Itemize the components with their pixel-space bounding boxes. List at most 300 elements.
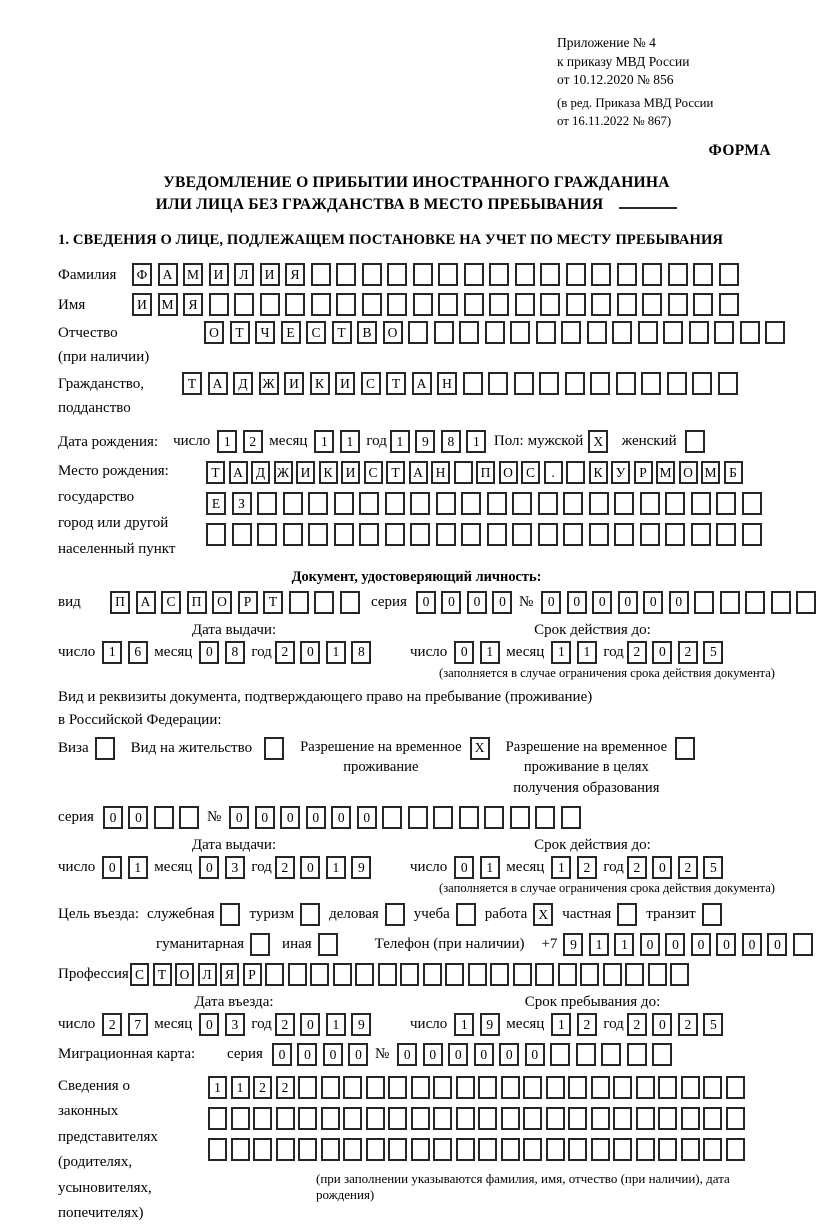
char-cell[interactable]: 0 <box>467 591 487 614</box>
char-cell[interactable] <box>670 963 689 986</box>
char-cell[interactable] <box>563 492 583 515</box>
char-cell[interactable]: О <box>212 591 232 614</box>
char-cell[interactable] <box>648 963 667 986</box>
char-cell[interactable]: 0 <box>454 641 474 664</box>
purpose-private-checkbox[interactable] <box>617 903 637 926</box>
char-cell[interactable]: М <box>656 461 675 484</box>
char-cell[interactable] <box>568 1107 587 1130</box>
purpose-transit-checkbox[interactable] <box>702 903 722 926</box>
char-cell[interactable] <box>612 321 632 344</box>
purpose-work-checkbox[interactable]: X <box>533 903 553 926</box>
char-cell[interactable] <box>260 293 280 316</box>
char-cell[interactable] <box>276 1138 295 1161</box>
char-cell[interactable]: К <box>319 461 338 484</box>
char-cell[interactable] <box>454 461 473 484</box>
char-cell[interactable]: 1 <box>326 1013 346 1036</box>
char-cell[interactable] <box>456 1138 475 1161</box>
char-cell[interactable]: Р <box>238 591 258 614</box>
char-cell[interactable] <box>681 1107 700 1130</box>
char-cell[interactable] <box>485 321 505 344</box>
char-cell[interactable] <box>663 321 683 344</box>
char-cell[interactable]: 0 <box>229 806 249 829</box>
char-cell[interactable] <box>408 321 428 344</box>
char-cell[interactable]: 2 <box>577 1013 597 1036</box>
char-cell[interactable] <box>385 492 405 515</box>
char-cell[interactable]: 0 <box>128 806 148 829</box>
char-cell[interactable]: 0 <box>454 856 474 879</box>
char-cell[interactable] <box>652 1043 672 1066</box>
char-cell[interactable]: 0 <box>423 1043 443 1066</box>
char-cell[interactable] <box>231 1107 250 1130</box>
char-cell[interactable] <box>387 263 407 286</box>
char-cell[interactable]: Т <box>263 591 283 614</box>
char-cell[interactable]: К <box>310 372 330 395</box>
char-cell[interactable] <box>716 523 736 546</box>
char-cell[interactable]: 0 <box>592 591 612 614</box>
char-cell[interactable]: 2 <box>577 856 597 879</box>
char-cell[interactable]: 2 <box>275 1013 295 1036</box>
char-cell[interactable] <box>636 1138 655 1161</box>
char-cell[interactable] <box>550 1043 570 1066</box>
char-cell[interactable]: 0 <box>102 856 122 879</box>
char-cell[interactable] <box>668 293 688 316</box>
char-cell[interactable] <box>603 963 622 986</box>
char-cell[interactable] <box>591 263 611 286</box>
char-cell[interactable] <box>513 963 532 986</box>
char-cell[interactable]: 0 <box>640 933 660 956</box>
char-cell[interactable] <box>658 1138 677 1161</box>
char-cell[interactable] <box>512 492 532 515</box>
char-cell[interactable]: 9 <box>480 1013 500 1036</box>
char-cell[interactable]: 0 <box>665 933 685 956</box>
char-cell[interactable]: 1 <box>589 933 609 956</box>
char-cell[interactable]: 1 <box>217 430 237 453</box>
char-cell[interactable] <box>535 963 554 986</box>
char-cell[interactable] <box>298 1076 317 1099</box>
char-cell[interactable] <box>796 591 816 614</box>
char-cell[interactable]: 2 <box>678 641 698 664</box>
male-checkbox[interactable]: X <box>588 430 608 453</box>
char-cell[interactable] <box>234 293 254 316</box>
char-cell[interactable]: 0 <box>652 1013 672 1036</box>
char-cell[interactable] <box>489 293 509 316</box>
purpose-other-checkbox[interactable] <box>318 933 338 956</box>
char-cell[interactable] <box>523 1138 542 1161</box>
char-cell[interactable]: 2 <box>627 856 647 879</box>
char-cell[interactable] <box>501 1138 520 1161</box>
char-cell[interactable]: П <box>110 591 130 614</box>
char-cell[interactable] <box>359 492 379 515</box>
char-cell[interactable] <box>400 963 419 986</box>
char-cell[interactable] <box>719 263 739 286</box>
char-cell[interactable]: И <box>209 263 229 286</box>
char-cell[interactable] <box>561 321 581 344</box>
char-cell[interactable] <box>411 1107 430 1130</box>
char-cell[interactable] <box>703 1107 722 1130</box>
char-cell[interactable] <box>436 523 456 546</box>
char-cell[interactable] <box>310 963 329 986</box>
char-cell[interactable]: У <box>611 461 630 484</box>
char-cell[interactable]: 0 <box>306 806 326 829</box>
char-cell[interactable]: 0 <box>300 641 320 664</box>
char-cell[interactable]: Н <box>437 372 457 395</box>
char-cell[interactable] <box>436 492 456 515</box>
char-cell[interactable] <box>694 591 714 614</box>
char-cell[interactable]: Д <box>251 461 270 484</box>
char-cell[interactable] <box>591 1138 610 1161</box>
char-cell[interactable]: О <box>383 321 403 344</box>
char-cell[interactable] <box>523 1076 542 1099</box>
char-cell[interactable]: 0 <box>357 806 377 829</box>
char-cell[interactable] <box>667 372 687 395</box>
char-cell[interactable]: 1 <box>454 1013 474 1036</box>
char-cell[interactable]: 0 <box>441 591 461 614</box>
char-cell[interactable] <box>311 293 331 316</box>
char-cell[interactable]: И <box>132 293 152 316</box>
char-cell[interactable]: А <box>229 461 248 484</box>
char-cell[interactable]: Ч <box>255 321 275 344</box>
char-cell[interactable] <box>510 806 530 829</box>
char-cell[interactable] <box>311 263 331 286</box>
char-cell[interactable] <box>568 1138 587 1161</box>
char-cell[interactable] <box>461 523 481 546</box>
char-cell[interactable] <box>343 1138 362 1161</box>
char-cell[interactable] <box>636 1107 655 1130</box>
char-cell[interactable] <box>388 1138 407 1161</box>
char-cell[interactable] <box>321 1138 340 1161</box>
char-cell[interactable] <box>538 492 558 515</box>
char-cell[interactable]: Я <box>220 963 239 986</box>
char-cell[interactable]: 1 <box>551 1013 571 1036</box>
char-cell[interactable] <box>382 806 402 829</box>
char-cell[interactable] <box>613 1076 632 1099</box>
char-cell[interactable] <box>179 806 199 829</box>
char-cell[interactable]: З <box>232 492 252 515</box>
char-cell[interactable]: Д <box>233 372 253 395</box>
char-cell[interactable] <box>487 492 507 515</box>
char-cell[interactable]: 2 <box>253 1076 272 1099</box>
char-cell[interactable] <box>253 1107 272 1130</box>
char-cell[interactable]: И <box>335 372 355 395</box>
char-cell[interactable] <box>627 1043 647 1066</box>
char-cell[interactable]: В <box>357 321 377 344</box>
char-cell[interactable] <box>642 263 662 286</box>
char-cell[interactable]: П <box>476 461 495 484</box>
char-cell[interactable]: 0 <box>331 806 351 829</box>
char-cell[interactable] <box>501 1076 520 1099</box>
char-cell[interactable]: 9 <box>351 1013 371 1036</box>
char-cell[interactable] <box>253 1138 272 1161</box>
char-cell[interactable] <box>336 293 356 316</box>
char-cell[interactable] <box>343 1107 362 1130</box>
char-cell[interactable]: 0 <box>525 1043 545 1066</box>
char-cell[interactable]: 2 <box>627 641 647 664</box>
char-cell[interactable]: С <box>361 372 381 395</box>
char-cell[interactable] <box>362 293 382 316</box>
char-cell[interactable]: 0 <box>448 1043 468 1066</box>
char-cell[interactable]: И <box>260 263 280 286</box>
char-cell[interactable]: К <box>589 461 608 484</box>
char-cell[interactable] <box>343 1076 362 1099</box>
char-cell[interactable]: 0 <box>300 1013 320 1036</box>
char-cell[interactable] <box>716 492 736 515</box>
char-cell[interactable] <box>154 806 174 829</box>
temp-residence-permit-checkbox[interactable]: X <box>470 737 490 760</box>
char-cell[interactable] <box>433 1107 452 1130</box>
char-cell[interactable] <box>536 321 556 344</box>
char-cell[interactable] <box>285 293 305 316</box>
char-cell[interactable] <box>515 293 535 316</box>
char-cell[interactable] <box>288 963 307 986</box>
char-cell[interactable] <box>289 591 309 614</box>
char-cell[interactable] <box>793 933 813 956</box>
char-cell[interactable]: 0 <box>492 591 512 614</box>
char-cell[interactable] <box>488 372 508 395</box>
char-cell[interactable] <box>613 1138 632 1161</box>
char-cell[interactable] <box>209 293 229 316</box>
char-cell[interactable] <box>726 1076 745 1099</box>
char-cell[interactable] <box>691 523 711 546</box>
char-cell[interactable] <box>720 591 740 614</box>
char-cell[interactable] <box>703 1138 722 1161</box>
char-cell[interactable]: 3 <box>225 856 245 879</box>
char-cell[interactable]: Ф <box>132 263 152 286</box>
char-cell[interactable]: 0 <box>767 933 787 956</box>
char-cell[interactable] <box>561 806 581 829</box>
char-cell[interactable]: 1 <box>466 430 486 453</box>
char-cell[interactable] <box>501 1107 520 1130</box>
char-cell[interactable]: С <box>306 321 326 344</box>
char-cell[interactable]: 0 <box>474 1043 494 1066</box>
char-cell[interactable]: Л <box>198 963 217 986</box>
char-cell[interactable] <box>641 372 661 395</box>
char-cell[interactable] <box>433 806 453 829</box>
char-cell[interactable]: С <box>521 461 540 484</box>
char-cell[interactable] <box>413 263 433 286</box>
char-cell[interactable] <box>308 492 328 515</box>
char-cell[interactable]: 2 <box>275 641 295 664</box>
char-cell[interactable]: И <box>296 461 315 484</box>
char-cell[interactable] <box>206 523 226 546</box>
char-cell[interactable]: 1 <box>577 641 597 664</box>
char-cell[interactable] <box>566 461 585 484</box>
char-cell[interactable] <box>703 1076 722 1099</box>
char-cell[interactable]: Н <box>431 461 450 484</box>
char-cell[interactable] <box>589 523 609 546</box>
char-cell[interactable]: 9 <box>351 856 371 879</box>
char-cell[interactable] <box>461 492 481 515</box>
char-cell[interactable] <box>590 372 610 395</box>
char-cell[interactable] <box>438 263 458 286</box>
char-cell[interactable] <box>362 263 382 286</box>
char-cell[interactable] <box>591 293 611 316</box>
char-cell[interactable] <box>681 1138 700 1161</box>
char-cell[interactable]: Т <box>332 321 352 344</box>
char-cell[interactable]: 2 <box>627 1013 647 1036</box>
char-cell[interactable] <box>625 963 644 986</box>
char-cell[interactable]: 0 <box>742 933 762 956</box>
char-cell[interactable]: 2 <box>678 1013 698 1036</box>
char-cell[interactable]: С <box>364 461 383 484</box>
char-cell[interactable]: 9 <box>415 430 435 453</box>
char-cell[interactable]: 0 <box>416 591 436 614</box>
char-cell[interactable]: Т <box>182 372 202 395</box>
char-cell[interactable]: 1 <box>102 641 122 664</box>
char-cell[interactable]: 2 <box>678 856 698 879</box>
char-cell[interactable] <box>563 523 583 546</box>
char-cell[interactable] <box>558 963 577 986</box>
char-cell[interactable] <box>740 321 760 344</box>
char-cell[interactable]: Р <box>634 461 653 484</box>
char-cell[interactable]: С <box>130 963 149 986</box>
char-cell[interactable] <box>515 263 535 286</box>
char-cell[interactable]: 1 <box>208 1076 227 1099</box>
char-cell[interactable]: 0 <box>255 806 275 829</box>
char-cell[interactable]: 6 <box>128 641 148 664</box>
char-cell[interactable]: . <box>544 461 563 484</box>
char-cell[interactable] <box>614 523 634 546</box>
char-cell[interactable] <box>636 1076 655 1099</box>
char-cell[interactable]: 0 <box>300 856 320 879</box>
char-cell[interactable] <box>617 263 637 286</box>
char-cell[interactable] <box>587 321 607 344</box>
char-cell[interactable] <box>718 372 738 395</box>
char-cell[interactable] <box>410 492 430 515</box>
char-cell[interactable] <box>523 1107 542 1130</box>
char-cell[interactable] <box>658 1076 677 1099</box>
char-cell[interactable] <box>276 1107 295 1130</box>
char-cell[interactable]: 1 <box>390 430 410 453</box>
char-cell[interactable] <box>589 492 609 515</box>
char-cell[interactable]: Т <box>386 372 406 395</box>
char-cell[interactable]: Я <box>183 293 203 316</box>
char-cell[interactable]: М <box>701 461 720 484</box>
char-cell[interactable]: 2 <box>243 430 263 453</box>
char-cell[interactable] <box>540 293 560 316</box>
char-cell[interactable]: 2 <box>102 1013 122 1036</box>
char-cell[interactable] <box>514 372 534 395</box>
char-cell[interactable] <box>433 1138 452 1161</box>
char-cell[interactable] <box>257 492 277 515</box>
char-cell[interactable]: 0 <box>199 641 219 664</box>
char-cell[interactable] <box>617 293 637 316</box>
char-cell[interactable]: 0 <box>567 591 587 614</box>
char-cell[interactable]: 0 <box>348 1043 368 1066</box>
char-cell[interactable] <box>614 492 634 515</box>
char-cell[interactable]: Т <box>386 461 405 484</box>
char-cell[interactable] <box>642 293 662 316</box>
char-cell[interactable]: 2 <box>276 1076 295 1099</box>
char-cell[interactable] <box>546 1076 565 1099</box>
char-cell[interactable] <box>314 591 334 614</box>
char-cell[interactable]: 1 <box>551 856 571 879</box>
edu-residence-permit-checkbox[interactable] <box>675 737 695 760</box>
char-cell[interactable]: 0 <box>280 806 300 829</box>
char-cell[interactable] <box>692 372 712 395</box>
residence-permit-checkbox[interactable] <box>264 737 284 760</box>
char-cell[interactable] <box>478 1076 497 1099</box>
char-cell[interactable] <box>478 1107 497 1130</box>
char-cell[interactable] <box>638 321 658 344</box>
char-cell[interactable] <box>385 523 405 546</box>
char-cell[interactable] <box>580 963 599 986</box>
char-cell[interactable]: 0 <box>323 1043 343 1066</box>
char-cell[interactable]: О <box>204 321 224 344</box>
char-cell[interactable]: 0 <box>652 641 672 664</box>
char-cell[interactable] <box>613 1107 632 1130</box>
char-cell[interactable]: 0 <box>499 1043 519 1066</box>
char-cell[interactable] <box>640 492 660 515</box>
char-cell[interactable]: 3 <box>225 1013 245 1036</box>
char-cell[interactable] <box>388 1076 407 1099</box>
char-cell[interactable] <box>283 492 303 515</box>
char-cell[interactable]: Е <box>281 321 301 344</box>
char-cell[interactable] <box>411 1076 430 1099</box>
char-cell[interactable] <box>468 963 487 986</box>
char-cell[interactable] <box>359 523 379 546</box>
char-cell[interactable]: 5 <box>703 1013 723 1036</box>
char-cell[interactable] <box>456 1107 475 1130</box>
char-cell[interactable]: 0 <box>199 1013 219 1036</box>
char-cell[interactable] <box>576 1043 596 1066</box>
char-cell[interactable]: 1 <box>614 933 634 956</box>
visa-checkbox[interactable] <box>95 737 115 760</box>
char-cell[interactable]: Л <box>234 263 254 286</box>
char-cell[interactable] <box>464 263 484 286</box>
char-cell[interactable] <box>464 293 484 316</box>
char-cell[interactable]: 0 <box>541 591 561 614</box>
char-cell[interactable] <box>512 523 532 546</box>
char-cell[interactable] <box>378 963 397 986</box>
char-cell[interactable] <box>665 492 685 515</box>
char-cell[interactable] <box>484 806 504 829</box>
char-cell[interactable] <box>745 591 765 614</box>
char-cell[interactable]: О <box>679 461 698 484</box>
char-cell[interactable]: Ж <box>259 372 279 395</box>
char-cell[interactable]: 0 <box>397 1043 417 1066</box>
char-cell[interactable]: Т <box>206 461 225 484</box>
char-cell[interactable] <box>283 523 303 546</box>
char-cell[interactable] <box>434 321 454 344</box>
char-cell[interactable]: 1 <box>340 430 360 453</box>
char-cell[interactable] <box>463 372 483 395</box>
char-cell[interactable]: И <box>284 372 304 395</box>
purpose-study-checkbox[interactable] <box>456 903 476 926</box>
char-cell[interactable] <box>693 263 713 286</box>
char-cell[interactable] <box>355 963 374 986</box>
char-cell[interactable] <box>658 1107 677 1130</box>
char-cell[interactable] <box>490 963 509 986</box>
char-cell[interactable]: 0 <box>199 856 219 879</box>
char-cell[interactable]: 0 <box>669 591 689 614</box>
char-cell[interactable] <box>334 492 354 515</box>
char-cell[interactable] <box>726 1138 745 1161</box>
purpose-tourism-checkbox[interactable] <box>300 903 320 926</box>
char-cell[interactable]: 0 <box>643 591 663 614</box>
char-cell[interactable]: А <box>412 372 432 395</box>
char-cell[interactable]: 0 <box>103 806 123 829</box>
char-cell[interactable] <box>591 1107 610 1130</box>
char-cell[interactable]: 9 <box>563 933 583 956</box>
char-cell[interactable]: 5 <box>703 641 723 664</box>
char-cell[interactable]: Я <box>285 263 305 286</box>
char-cell[interactable] <box>540 263 560 286</box>
char-cell[interactable] <box>668 263 688 286</box>
char-cell[interactable] <box>411 1138 430 1161</box>
char-cell[interactable] <box>489 263 509 286</box>
char-cell[interactable] <box>742 523 762 546</box>
char-cell[interactable] <box>538 523 558 546</box>
